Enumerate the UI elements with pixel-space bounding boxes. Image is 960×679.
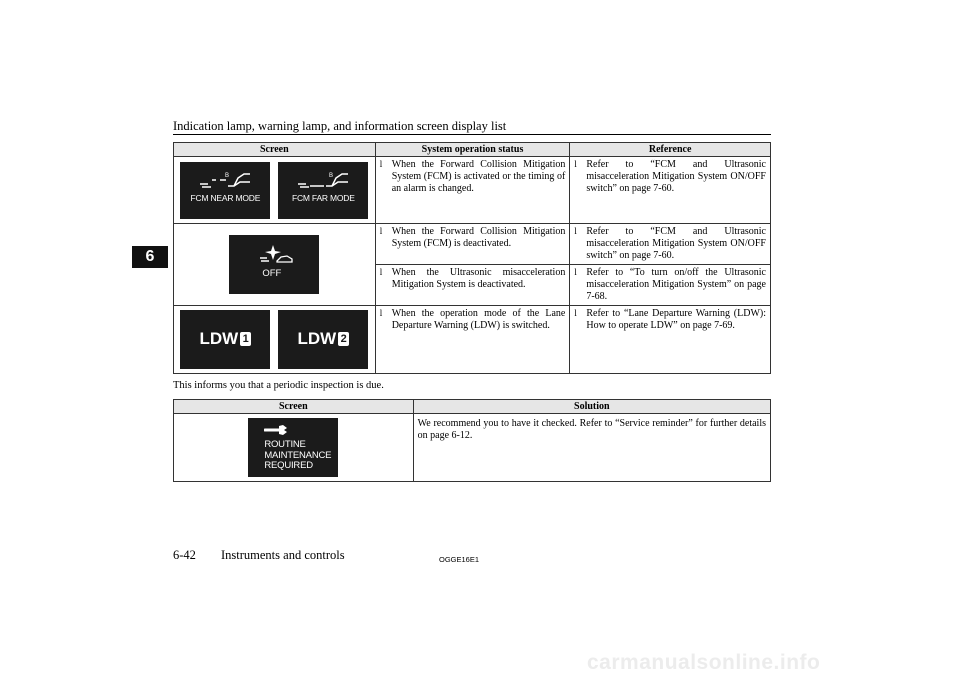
fcm-far-mode-screen <box>278 162 368 219</box>
chapter-tab: 6 <box>132 246 168 268</box>
header-rule <box>173 134 771 135</box>
status-cell <box>375 157 570 224</box>
document-code: OGGE16E1 <box>439 555 480 564</box>
ldw-mode-number: 2 <box>338 332 349 346</box>
wrench-icon <box>264 424 288 436</box>
screen-cell <box>174 224 376 306</box>
column-header-solution: Solution <box>413 400 770 414</box>
bullet-icon: l <box>574 226 577 236</box>
status-cell <box>375 265 570 306</box>
bullet-icon: l <box>379 308 383 318</box>
table-header-row <box>174 143 771 157</box>
bullet-icon: l <box>574 159 577 169</box>
ldw-mode-2-screen <box>278 310 368 369</box>
table-row <box>174 306 771 374</box>
table-row <box>174 414 771 482</box>
screen-cell <box>174 157 376 224</box>
periodic-inspection-intro: This informs you that a periodic inspection is due. <box>173 380 384 391</box>
bullet-icon: l <box>379 226 383 236</box>
fcm-off-screen <box>229 235 319 294</box>
service-reminder-table <box>173 399 771 482</box>
routine-maintenance-screen <box>248 418 338 477</box>
table-row <box>174 224 771 265</box>
ldw-mode-number: 1 <box>240 332 251 346</box>
car-collision-icon <box>198 168 252 190</box>
reference-text: Refer to “To turn on/off the Ultrasonic misacceleration Mitigation System” on page 7-68. <box>586 267 766 302</box>
page-header-title: Indication lamp, warning lamp, and information screen display list <box>173 119 507 133</box>
column-header-reference: Reference <box>570 143 771 157</box>
bullet-icon: l <box>574 267 577 277</box>
bullet-icon: l <box>379 159 383 169</box>
fcm-far-mode-label: FCM FAR MODE <box>291 192 355 203</box>
bullet-icon: l <box>574 308 577 318</box>
reference-cell <box>570 306 771 374</box>
status-text: When the Forward Collision Mitigation System (FCM) is activated or the timing of an alarm is changed. <box>391 159 566 194</box>
status-text: When the operation mode of the Lane Departure Warning (LDW) is switched. <box>391 308 566 331</box>
reference-cell <box>570 157 771 224</box>
column-header-screen: Screen <box>174 400 414 414</box>
solution-cell <box>413 414 770 482</box>
ldw-label: LDW 1 <box>180 329 270 349</box>
display-list-table <box>173 142 771 374</box>
svg-text:B: B <box>329 172 334 179</box>
ldw-label: LDW 2 <box>278 329 368 349</box>
status-text: When the Forward Collision Mitigation System (FCM) is deactivated. <box>391 226 566 249</box>
screen-cell <box>174 414 414 482</box>
table-header-row <box>174 400 771 414</box>
ldw-mode-1-screen <box>180 310 270 369</box>
off-label: OFF <box>262 268 282 279</box>
reference-text: Refer to “FCM and Ultrasonic misacceleration Mitigation System ON/OFF switch” on page 7-60. <box>586 226 766 261</box>
column-header-screen: Screen <box>174 143 376 157</box>
screen-cell <box>174 306 376 374</box>
bullet-icon: l <box>379 267 383 277</box>
car-collision-icon <box>296 168 350 190</box>
routine-maintenance-label: ROUTINE MAINTENANCE REQUIRED <box>264 439 332 471</box>
status-text: When the Ultrasonic misacceleration Mitigation System is deactivated. <box>391 267 566 290</box>
table-row <box>174 157 771 224</box>
reference-cell <box>570 224 771 265</box>
collision-warning-icon <box>259 243 293 265</box>
reference-cell <box>570 265 771 306</box>
fcm-near-mode-label: FCM NEAR MODE <box>190 192 261 203</box>
solution-text: We recommend you to have it checked. Refer to “Service reminder” for further details on page 6-12. <box>417 418 766 441</box>
svg-text:B: B <box>225 172 230 179</box>
column-header-status: System operation status <box>375 143 570 157</box>
status-cell <box>375 224 570 265</box>
reference-text: Refer to “FCM and Ultrasonic misacceleration Mitigation System ON/OFF switch” on page 7-60. <box>586 159 766 194</box>
status-cell <box>375 306 570 374</box>
reference-text: Refer to “Lane Departure Warning (LDW): How to operate LDW” on page 7-69. <box>586 308 766 331</box>
fcm-near-mode-screen <box>180 162 270 219</box>
page-number: 6-42 <box>173 548 196 562</box>
watermark: carmanualsonline.info <box>587 651 821 674</box>
section-name: Instruments and controls <box>221 548 345 562</box>
